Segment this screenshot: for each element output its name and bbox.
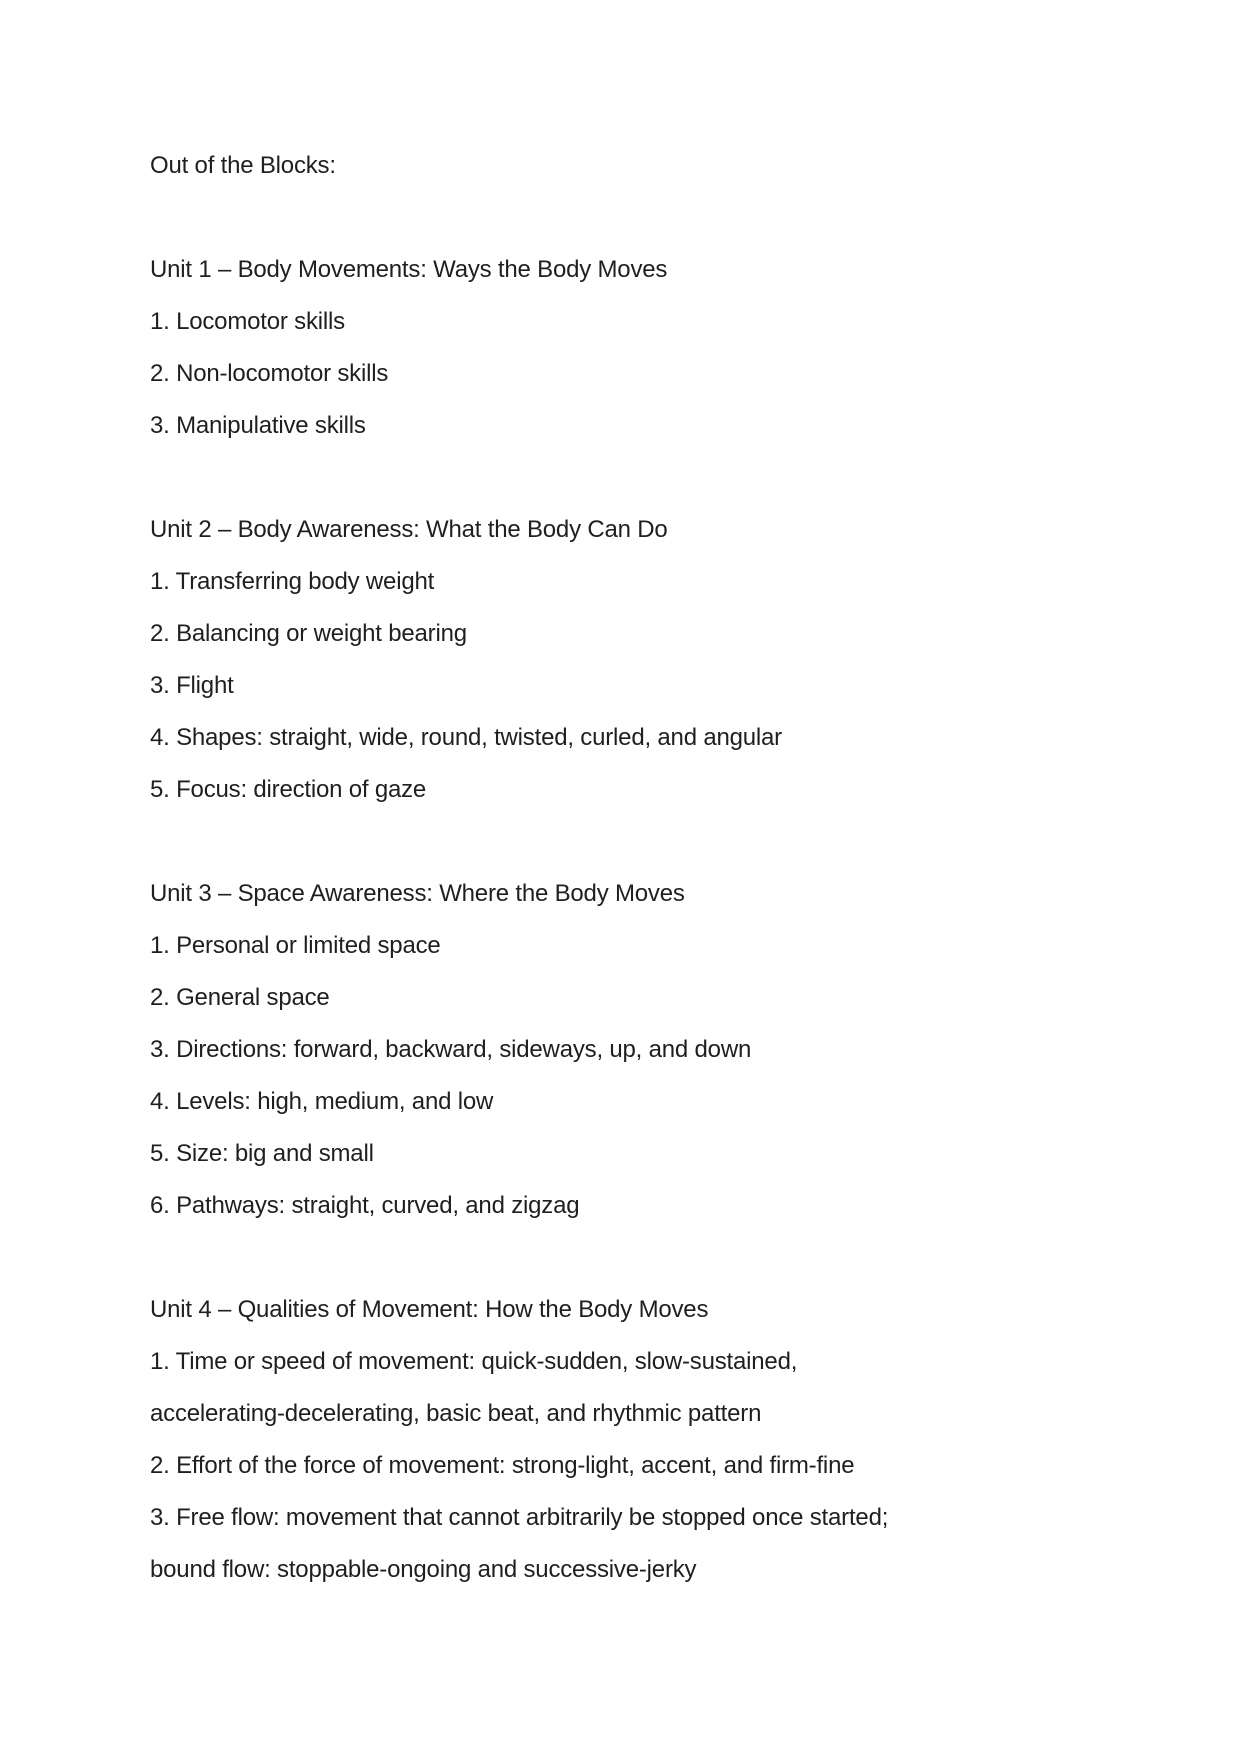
list-item-wrap-line: accelerating-decelerating, basic beat, and rhythmic pattern bbox=[150, 1400, 762, 1427]
unit-4-heading: Unit 4 – Qualities of Movement: How the Body Moves bbox=[150, 1296, 709, 1323]
unit-2-heading: Unit 2 – Body Awareness: What the Body Can Do bbox=[150, 516, 668, 543]
unit-3-heading: Unit 3 – Space Awareness: Where the Body Moves bbox=[150, 880, 685, 907]
unit-1-section bbox=[150, 244, 1121, 452]
list-item-line: 3. Free flow: movement that cannot arbitrarily be stopped once started; bbox=[150, 1504, 889, 1531]
list-item-line: 1. Personal or limited space bbox=[150, 932, 441, 959]
unit-1-heading: Unit 1 – Body Movements: Ways the Body Moves bbox=[150, 256, 668, 283]
list-item-line: 6. Pathways: straight, curved, and zigzag bbox=[150, 1192, 580, 1219]
list-item-line: 5. Focus: direction of gaze bbox=[150, 776, 427, 803]
list-item-line: 4. Levels: high, medium, and low bbox=[150, 1088, 494, 1115]
list-item-line: 2. Non-locomotor skills bbox=[150, 360, 389, 387]
list-item-line: 1. Time or speed of movement: quick-sudden, slow-sustained, bbox=[150, 1348, 798, 1375]
list-item-line: 3. Flight bbox=[150, 672, 234, 699]
unit-2-section bbox=[150, 504, 1121, 816]
unit-3-section bbox=[150, 868, 1121, 1232]
list-item-line: 5. Size: big and small bbox=[150, 1140, 374, 1167]
list-item-line: 2. General space bbox=[150, 984, 330, 1011]
list-item-line: 1. Locomotor skills bbox=[150, 308, 345, 335]
list-item-line: 1. Transferring body weight bbox=[150, 568, 435, 595]
list-item-line: 3. Manipulative skills bbox=[150, 412, 366, 439]
list-item-line: 4. Shapes: straight, wide, round, twisted, curled, and angular bbox=[150, 724, 782, 751]
list-item-line: 3. Directions: forward, backward, sideways, up, and down bbox=[150, 1036, 752, 1063]
list-item-line: 2. Balancing or weight bearing bbox=[150, 620, 467, 647]
list-item-wrap-line: bound flow: stoppable-ongoing and successive-jerky bbox=[150, 1556, 697, 1583]
document-text-body bbox=[150, 140, 1121, 1596]
intro-line: Out of the Blocks: bbox=[150, 152, 336, 179]
unit-4-section bbox=[150, 1284, 1121, 1596]
list-item-line: 2. Effort of the force of movement: strong-light, accent, and firm-fine bbox=[150, 1452, 855, 1479]
